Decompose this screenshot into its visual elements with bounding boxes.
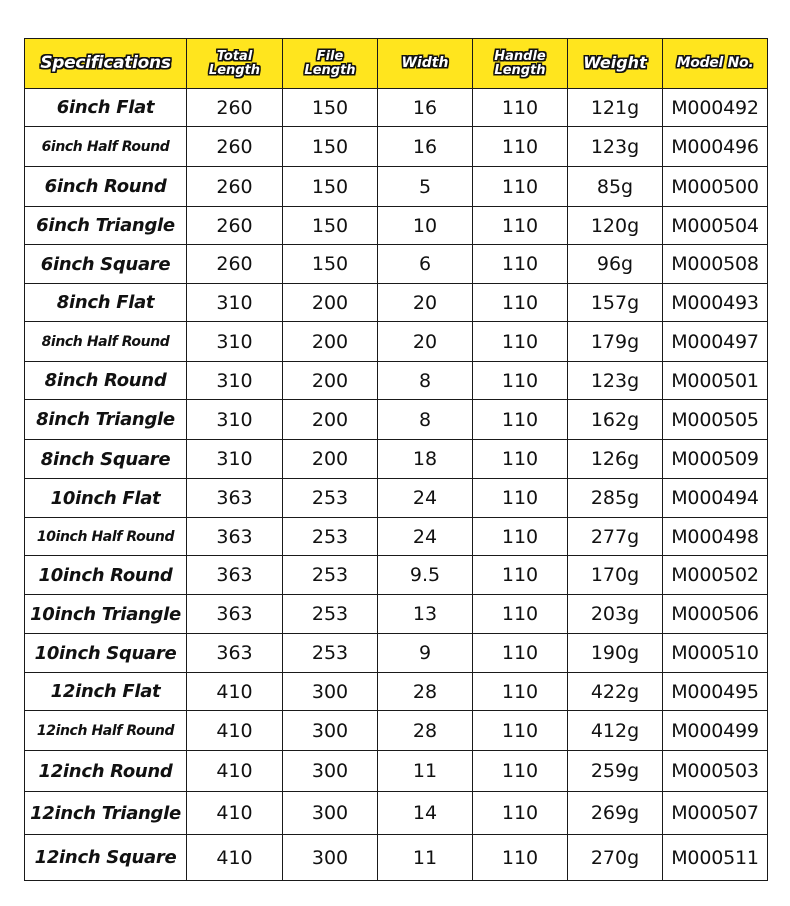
total-length-cell: 363 (187, 595, 283, 634)
model-no-cell: M000511 (663, 835, 768, 881)
table-row (25, 167, 768, 207)
table-row (25, 711, 768, 751)
total-length-cell: 310 (187, 322, 283, 362)
spec-name-cell: 10inch Flat (25, 479, 187, 518)
table-row (25, 835, 768, 881)
header-row (25, 39, 768, 89)
spec-name-cell: 8inch Flat (25, 284, 187, 322)
spec-name-cell: 12inch Round (25, 751, 187, 792)
total-length-cell: 260 (187, 127, 283, 167)
total-length-cell: 310 (187, 284, 283, 322)
model-no-cell: M000494 (663, 479, 768, 518)
table-row (25, 440, 768, 479)
total-length-cell: 310 (187, 400, 283, 440)
total-length-cell: 410 (187, 711, 283, 751)
total-length-cell: 363 (187, 479, 283, 518)
model-no-cell: M000496 (663, 127, 768, 167)
spec-name-cell: 10inch Square (25, 634, 187, 673)
width-cell: 8 (378, 362, 473, 400)
width-cell: 18 (378, 440, 473, 479)
file-length-cell: 300 (283, 711, 378, 751)
width-cell: 9.5 (378, 556, 473, 595)
width-cell: 28 (378, 711, 473, 751)
header-specifications: Specifications (25, 39, 187, 89)
model-no-cell: M000500 (663, 167, 768, 207)
width-cell: 24 (378, 518, 473, 556)
file-length-cell: 150 (283, 89, 378, 127)
model-no-cell: M000493 (663, 284, 768, 322)
model-no-cell: M000508 (663, 245, 768, 284)
weight-cell: 120g (568, 207, 663, 245)
spec-name-cell: 12inch Flat (25, 673, 187, 711)
header-width: Width (378, 39, 473, 89)
handle-length-cell: 110 (473, 634, 568, 673)
file-length-cell: 253 (283, 556, 378, 595)
header-handle-length (473, 39, 568, 89)
weight-cell: 269g (568, 792, 663, 835)
weight-cell: 422g (568, 673, 663, 711)
spec-name-cell: 6inch Square (25, 245, 187, 284)
weight-cell: 170g (568, 556, 663, 595)
weight-cell: 96g (568, 245, 663, 284)
handle-length-cell: 110 (473, 518, 568, 556)
table-row (25, 207, 768, 245)
model-no-cell: M000506 (663, 595, 768, 634)
table-row (25, 792, 768, 835)
handle-length-cell: 110 (473, 556, 568, 595)
total-length-cell: 260 (187, 167, 283, 207)
header-model-no: Model No. (663, 39, 768, 89)
spec-name-cell: 8inch Round (25, 362, 187, 400)
weight-cell: 123g (568, 127, 663, 167)
total-length-cell: 310 (187, 362, 283, 400)
weight-cell: 179g (568, 322, 663, 362)
model-no-cell: M000501 (663, 362, 768, 400)
table-row (25, 245, 768, 284)
table-row (25, 518, 768, 556)
handle-length-cell: 110 (473, 89, 568, 127)
header-total-length (187, 39, 283, 89)
header-file-length-line-2: Length (304, 62, 356, 78)
total-length-cell: 310 (187, 440, 283, 479)
weight-cell: 162g (568, 400, 663, 440)
spec-name-cell: 6inch Triangle (25, 207, 187, 245)
file-length-cell: 150 (283, 127, 378, 167)
handle-length-cell: 110 (473, 207, 568, 245)
table-row (25, 751, 768, 792)
model-no-cell: M000510 (663, 634, 768, 673)
width-cell: 20 (378, 284, 473, 322)
file-length-cell: 300 (283, 835, 378, 881)
header-total-length-line-2: Length (208, 62, 261, 78)
width-cell: 28 (378, 673, 473, 711)
weight-cell: 126g (568, 440, 663, 479)
header-handle-length-line-2: Length (494, 62, 546, 78)
width-cell: 5 (378, 167, 473, 207)
file-length-cell: 253 (283, 595, 378, 634)
header-weight: Weight (568, 39, 663, 89)
file-length-cell: 300 (283, 673, 378, 711)
model-no-cell: M000498 (663, 518, 768, 556)
table-row (25, 634, 768, 673)
weight-cell: 412g (568, 711, 663, 751)
total-length-cell: 363 (187, 518, 283, 556)
handle-length-cell: 110 (473, 595, 568, 634)
weight-cell: 190g (568, 634, 663, 673)
spec-name-cell: 12inch Square (25, 835, 187, 881)
spec-name-cell: 6inch Flat (25, 89, 187, 127)
model-no-cell: M000503 (663, 751, 768, 792)
width-cell: 6 (378, 245, 473, 284)
handle-length-cell: 110 (473, 167, 568, 207)
spec-name-cell: 10inch Triangle (25, 595, 187, 634)
table-row (25, 127, 768, 167)
model-no-cell: M000504 (663, 207, 768, 245)
model-no-cell: M000505 (663, 400, 768, 440)
table-header (25, 39, 768, 89)
width-cell: 16 (378, 127, 473, 167)
model-no-cell: M000509 (663, 440, 768, 479)
file-length-cell: 300 (283, 792, 378, 835)
weight-cell: 270g (568, 835, 663, 881)
weight-cell: 157g (568, 284, 663, 322)
handle-length-cell: 110 (473, 711, 568, 751)
model-no-cell: M000507 (663, 792, 768, 835)
width-cell: 9 (378, 634, 473, 673)
spec-name-cell: 12inch Half Round (25, 711, 187, 751)
file-length-cell: 200 (283, 322, 378, 362)
table-row (25, 479, 768, 518)
model-no-cell: M000497 (663, 322, 768, 362)
header-file-length-line-1: File (316, 49, 344, 65)
spec-name-cell: 10inch Half Round (25, 518, 187, 556)
handle-length-cell: 110 (473, 673, 568, 711)
handle-length-cell: 110 (473, 127, 568, 167)
specifications-table (24, 38, 768, 881)
file-length-cell: 200 (283, 284, 378, 322)
file-length-cell: 253 (283, 634, 378, 673)
width-cell: 8 (378, 400, 473, 440)
handle-length-cell: 110 (473, 400, 568, 440)
model-no-cell: M000502 (663, 556, 768, 595)
spec-name-cell: 8inch Triangle (25, 400, 187, 440)
handle-length-cell: 110 (473, 362, 568, 400)
spec-name-cell: 8inch Square (25, 440, 187, 479)
handle-length-cell: 110 (473, 479, 568, 518)
table-row (25, 322, 768, 362)
handle-length-cell: 110 (473, 322, 568, 362)
handle-length-cell: 110 (473, 835, 568, 881)
total-length-cell: 260 (187, 207, 283, 245)
width-cell: 20 (378, 322, 473, 362)
total-length-cell: 260 (187, 89, 283, 127)
handle-length-cell: 110 (473, 245, 568, 284)
model-no-cell: M000495 (663, 673, 768, 711)
header-file-length (283, 39, 378, 89)
total-length-cell: 410 (187, 673, 283, 711)
model-no-cell: M000499 (663, 711, 768, 751)
weight-cell: 203g (568, 595, 663, 634)
total-length-cell: 363 (187, 634, 283, 673)
file-length-cell: 253 (283, 479, 378, 518)
spec-name-cell: 8inch Half Round (25, 322, 187, 362)
spec-name-cell: 12inch Triangle (25, 792, 187, 835)
width-cell: 11 (378, 835, 473, 881)
weight-cell: 121g (568, 89, 663, 127)
file-length-cell: 150 (283, 167, 378, 207)
width-cell: 24 (378, 479, 473, 518)
handle-length-cell: 110 (473, 440, 568, 479)
width-cell: 10 (378, 207, 473, 245)
total-length-cell: 410 (187, 792, 283, 835)
table-row (25, 595, 768, 634)
weight-cell: 123g (568, 362, 663, 400)
header-handle-length-line-1: Handle (494, 49, 546, 65)
weight-cell: 259g (568, 751, 663, 792)
total-length-cell: 260 (187, 245, 283, 284)
spec-name-cell: 6inch Round (25, 167, 187, 207)
width-cell: 14 (378, 792, 473, 835)
width-cell: 11 (378, 751, 473, 792)
file-length-cell: 200 (283, 362, 378, 400)
file-length-cell: 150 (283, 207, 378, 245)
table-body (25, 89, 768, 881)
weight-cell: 85g (568, 167, 663, 207)
handle-length-cell: 110 (473, 284, 568, 322)
table-row (25, 362, 768, 400)
total-length-cell: 410 (187, 835, 283, 881)
total-length-cell: 410 (187, 751, 283, 792)
header-total-length-line-1: Total (216, 49, 253, 65)
weight-cell: 277g (568, 518, 663, 556)
total-length-cell: 363 (187, 556, 283, 595)
handle-length-cell: 110 (473, 751, 568, 792)
model-no-cell: M000492 (663, 89, 768, 127)
table-row (25, 400, 768, 440)
width-cell: 16 (378, 89, 473, 127)
file-length-cell: 200 (283, 400, 378, 440)
handle-length-cell: 110 (473, 792, 568, 835)
table-row (25, 89, 768, 127)
file-length-cell: 300 (283, 751, 378, 792)
file-length-cell: 200 (283, 440, 378, 479)
file-length-cell: 253 (283, 518, 378, 556)
spec-name-cell: 10inch Round (25, 556, 187, 595)
file-length-cell: 150 (283, 245, 378, 284)
table-row (25, 556, 768, 595)
spec-name-cell: 6inch Half Round (25, 127, 187, 167)
weight-cell: 285g (568, 479, 663, 518)
table-row (25, 673, 768, 711)
table-row (25, 284, 768, 322)
width-cell: 13 (378, 595, 473, 634)
